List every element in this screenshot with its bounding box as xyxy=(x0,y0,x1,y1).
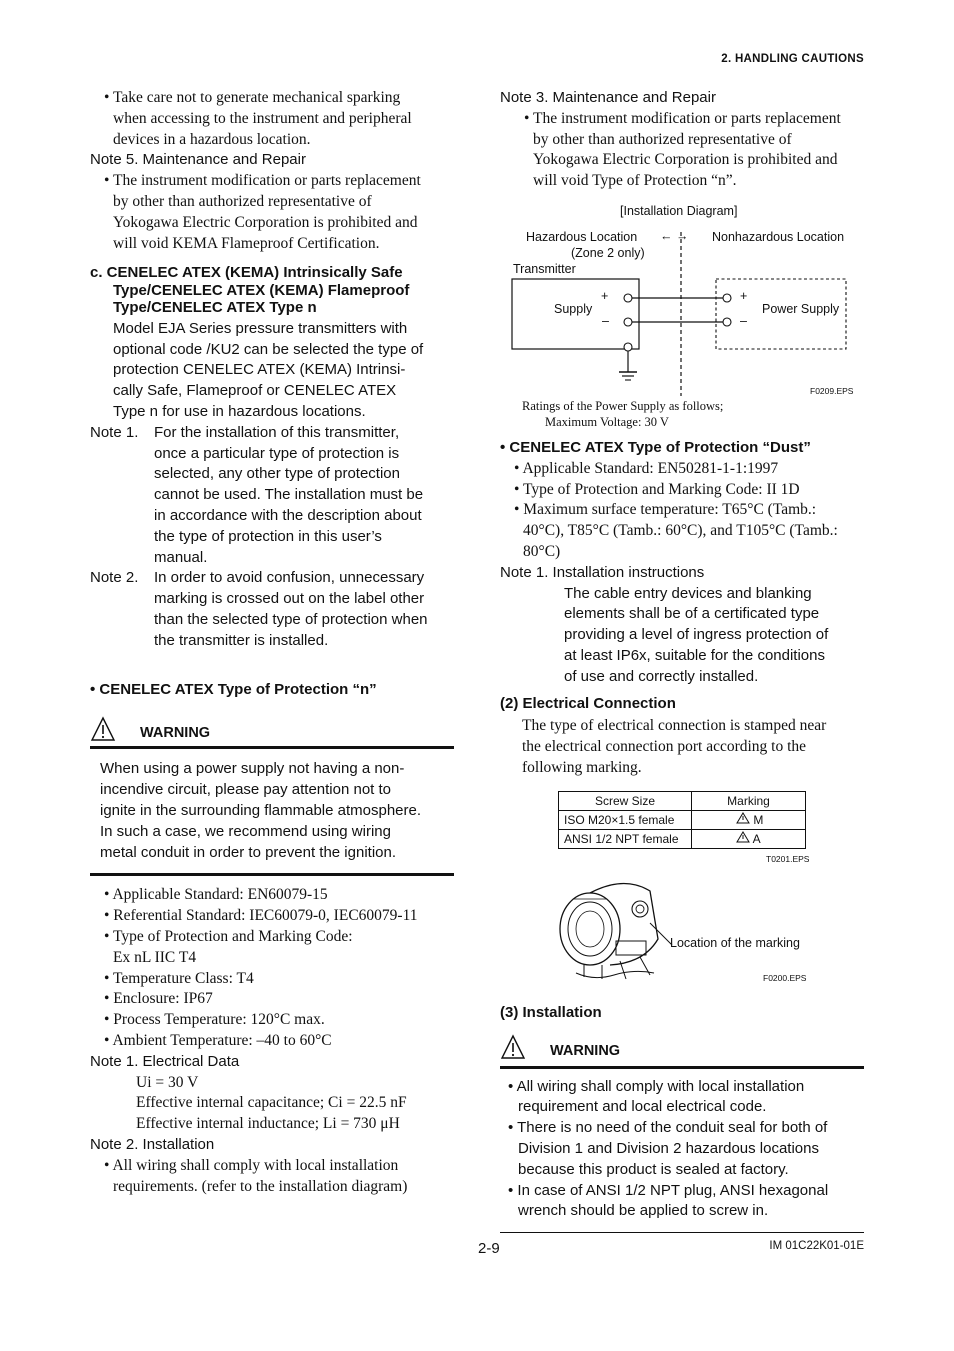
note3-body: • The instrument modification or parts replacement by other than authorized representative of Yokogawa Electric Corporation is prohibited and will void Type of Protection “n”. xyxy=(524,109,841,190)
footer-rule xyxy=(500,1232,864,1233)
hazardous-label: Hazardous Location xyxy=(526,229,638,244)
dust-note1-body: The cable entry devices and blanking elements shall be of a certificated type providing a level of ingress protection of at least IP6x, suitable for the conditions of use and correctly installed. xyxy=(564,584,829,685)
warning-text: When using a power supply not having a non- incendive circuit, please pay attention not to ignite in the surrounding flammable atmosphere. In such a case, we recommend using wiring metal conduit in order to prevent the ignition. xyxy=(100,760,422,861)
table-row xyxy=(559,829,806,848)
installation-heading: (3) Installation xyxy=(500,1003,602,1021)
electrical-connection-body: The type of electrical connection is stamped near the electrical connection port according to the following marking. xyxy=(522,717,827,776)
note2-block: Note 2. In order to avoid confusion, unnecessary marking is crossed out on the label other than the selected type of protection when the transmitter is installed. xyxy=(90,569,428,649)
table-code: T0201.EPS xyxy=(766,853,810,864)
note5-title: Note 5. Maintenance and Repair xyxy=(90,151,306,169)
dust-specs: • Applicable Standard: EN50281-1-1:1997 • Type of Protection and Marking Code: II 1D • Maximum surface temperature: T65°C (Tamb.: 40°C), T85°C (Tamb.: 60°C), and T105°C (Tamb.: 80°C) xyxy=(514,459,838,560)
cell-screw-ansi: ANSI 1/2 NPT female xyxy=(559,829,692,848)
installation-body: • All wiring shall comply with local installation requirements. (refer to the installation diagram) xyxy=(104,1156,408,1195)
warning-items xyxy=(500,1069,864,1223)
section-c-heading: c. CENELEC ATEX (KEMA) Intrinsically Safe Type/CENELEC ATEX (KEMA) Flameproof Type/CENELEC ATEX Type n xyxy=(90,264,410,317)
section-c-body: Model EJA Series pressure transmitters with optional code /KU2 can be selected the type of protection CENELEC ATEX (KEMA) Intrinsi- cally Safe, Flameproof or CENELEC ATEX Type n for use in hazardous locations. xyxy=(113,319,424,421)
section-header: 2. HANDLING CAUTIONS xyxy=(721,53,864,65)
page-number: 2-9 xyxy=(478,1240,500,1257)
direction-arrows: ← → xyxy=(660,228,689,243)
ground-terminal xyxy=(624,343,632,351)
electrical-data-title: Note 1. Electrical Data xyxy=(90,1052,240,1070)
cell-marking-a: A xyxy=(692,829,806,848)
figure-code: F0200.EPS xyxy=(763,972,807,983)
list-item: • There is no need of the conduit seal for both of Division 1 and Division 2 hazardous locations because this product is sealed at factory. xyxy=(508,1119,828,1178)
warning-title: WARNING xyxy=(550,1042,621,1059)
marking-table-block xyxy=(500,791,865,869)
diagram-code: F0209.EPS xyxy=(810,385,854,396)
right-column xyxy=(500,88,865,1222)
bullet-mechanical-sparking: • Take care not to generate mechanical sparking when accessing to the instrument and peripheral devices in a hazardous location. xyxy=(104,89,412,148)
transmitter-plus-terminal xyxy=(624,294,632,302)
header-screw-size: Screw Size xyxy=(559,791,692,810)
warning-triangle-icon xyxy=(736,812,750,824)
transmitter-plus-sign: + xyxy=(601,288,609,303)
warning-triangle-icon xyxy=(736,831,750,843)
supply-plus-sign: + xyxy=(740,288,748,303)
transmitter-minus-sign: – xyxy=(602,313,609,328)
warning-title: WARNING xyxy=(140,725,211,742)
table-row xyxy=(559,810,806,829)
installation-title: Note 2. Installation xyxy=(90,1135,215,1153)
supply-plus-terminal xyxy=(723,294,731,302)
electrical-connection-heading: (2) Electrical Connection xyxy=(500,694,676,712)
transmitter-label: Transmitter xyxy=(513,261,576,276)
type-n-heading: • CENELEC ATEX Type of Protection “n” xyxy=(90,680,377,698)
supply-minus-sign: – xyxy=(740,313,747,328)
supply-label: Supply xyxy=(554,301,593,316)
table-header-row xyxy=(559,791,806,810)
list-item: • In case of ANSI 1/2 NPT plug, ANSI hexagonal wrench should be applied to screw in. xyxy=(508,1181,829,1220)
dust-note1-title: Note 1. Installation instructions xyxy=(500,563,705,581)
installation-diagram xyxy=(500,196,865,414)
note1-block: Note 1. For the installation of this transmitter, once a particular type of protection is selected, any other type of protection cannot be used. The installation must be in accordance with the description about the type of protection in this user’s manual. xyxy=(90,423,424,566)
diagram-title: [Installation Diagram] xyxy=(620,203,738,218)
warning-bottom-rule xyxy=(90,873,454,876)
marking-table xyxy=(558,791,806,849)
header-marking: Marking xyxy=(692,791,806,810)
warning-box-right xyxy=(500,1030,864,1223)
nonhazardous-label: Nonhazardous Location xyxy=(712,229,845,244)
cell-screw-iso: ISO M20×1.5 female xyxy=(559,810,692,829)
zone-label: (Zone 2 only) xyxy=(571,245,645,260)
supply-minus-terminal xyxy=(723,318,731,326)
note3-title: Note 3. Maintenance and Repair xyxy=(500,89,716,106)
left-column xyxy=(90,88,455,1197)
marking-location-label: Location of the marking xyxy=(670,935,800,950)
transmitter-minus-terminal xyxy=(624,318,632,326)
transmitter-figure xyxy=(500,869,865,997)
ground-icon xyxy=(619,372,637,380)
note5-body: • The instrument modification or parts replacement by other than authorized representative of Yokogawa Electric Corporation is prohibited and will void KEMA Flameproof Certification. xyxy=(104,172,421,252)
warning-triangle-icon xyxy=(90,716,116,742)
list-item: • All wiring shall comply with local installation requirement and local electrical code. xyxy=(508,1077,805,1116)
power-supply-ratings: Ratings of the Power Supply as follows; Maximum Voltage: 30 V xyxy=(522,398,724,429)
document-id: IM 01C22K01-01E xyxy=(769,1240,864,1252)
type-n-specs: • Applicable Standard: EN60079-15 • Referential Standard: IEC60079-0, IEC60079-11 • Type of Protection and Marking Code: Ex nL IIC T4 • Temperature Class: T4 • Enclosure: IP67 • Process Temperature: 120°C max. • Ambient Temperature: –40 to 60°C xyxy=(104,886,418,1049)
warning-triangle-icon xyxy=(500,1034,526,1060)
dust-heading: • CENELEC ATEX Type of Protection “Dust” xyxy=(500,438,811,456)
cell-marking-m: M xyxy=(692,810,806,829)
warning-box-left xyxy=(90,712,454,876)
electrical-data: Ui = 30 V Effective internal capacitance; Ci = 22.5 nF Effective internal inductance; Li = 730 μH xyxy=(136,1073,407,1133)
power-supply-label: Power Supply xyxy=(762,301,840,316)
